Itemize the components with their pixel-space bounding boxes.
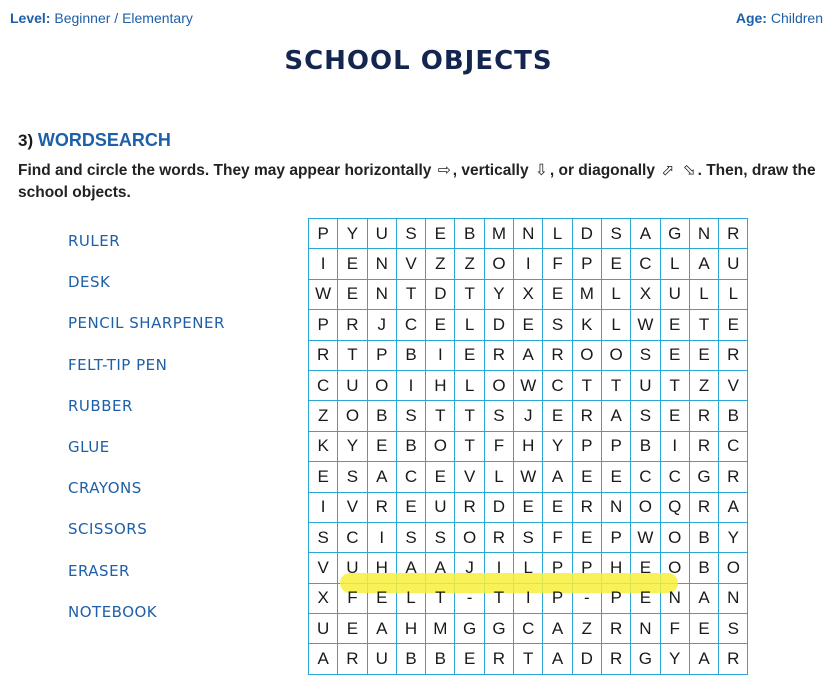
- grid-cell[interactable]: E: [689, 614, 718, 644]
- grid-cell[interactable]: E: [426, 310, 455, 340]
- grid-cell[interactable]: R: [572, 401, 601, 431]
- grid-cell[interactable]: M: [572, 279, 601, 309]
- level-label: Level:: [10, 10, 51, 26]
- grid-cell[interactable]: P: [543, 583, 572, 613]
- grid-cell[interactable]: B: [396, 644, 425, 674]
- grid-cell[interactable]: C: [396, 310, 425, 340]
- grid-cell[interactable]: L: [660, 249, 689, 279]
- grid-cell[interactable]: T: [455, 279, 484, 309]
- section-heading: [18, 130, 171, 151]
- grid-cell[interactable]: F: [484, 431, 513, 461]
- word-item: RULER: [68, 232, 121, 250]
- grid-cell[interactable]: O: [484, 249, 513, 279]
- grid-cell[interactable]: E: [631, 553, 660, 583]
- grid-cell[interactable]: T: [455, 401, 484, 431]
- grid-cell[interactable]: B: [631, 431, 660, 461]
- grid-row: [309, 583, 748, 613]
- grid-cell[interactable]: Z: [689, 370, 718, 400]
- grid-cell[interactable]: E: [631, 583, 660, 613]
- grid-cell[interactable]: P: [572, 249, 601, 279]
- grid-cell[interactable]: K: [572, 310, 601, 340]
- instructions-part1: Find and circle the words. They may appear horizontally: [18, 162, 432, 179]
- grid-row: [309, 492, 748, 522]
- grid-cell[interactable]: G: [689, 462, 718, 492]
- grid-cell[interactable]: O: [367, 370, 396, 400]
- grid-cell[interactable]: -: [572, 583, 601, 613]
- grid-cell[interactable]: S: [631, 401, 660, 431]
- grid-cell[interactable]: E: [455, 340, 484, 370]
- grid-cell[interactable]: Z: [309, 401, 338, 431]
- grid-cell[interactable]: T: [660, 370, 689, 400]
- wordsearch-grid: [308, 218, 740, 669]
- grid-cell[interactable]: A: [689, 583, 718, 613]
- grid-cell[interactable]: Y: [338, 431, 367, 461]
- grid-cell[interactable]: T: [514, 644, 543, 674]
- age-value: Children: [770, 10, 823, 26]
- grid-cell[interactable]: -: [455, 583, 484, 613]
- grid-cell[interactable]: E: [514, 492, 543, 522]
- grid-cell[interactable]: A: [689, 644, 718, 674]
- grid-row: [309, 370, 748, 400]
- grid-cell[interactable]: J: [514, 401, 543, 431]
- arrow-diagonal-down-icon: ⬂: [682, 162, 696, 179]
- grid-row: [309, 219, 748, 249]
- grid-cell[interactable]: O: [660, 522, 689, 552]
- grid-cell[interactable]: A: [631, 219, 660, 249]
- grid-cell[interactable]: C: [309, 370, 338, 400]
- grid-row: [309, 614, 748, 644]
- grid-cell[interactable]: S: [514, 522, 543, 552]
- grid-cell[interactable]: E: [543, 401, 572, 431]
- grid-cell[interactable]: R: [543, 340, 572, 370]
- grid-cell[interactable]: T: [601, 370, 630, 400]
- grid-cell[interactable]: Y: [338, 219, 367, 249]
- grid-cell[interactable]: L: [601, 310, 630, 340]
- grid-cell[interactable]: B: [455, 219, 484, 249]
- grid-cell[interactable]: C: [514, 614, 543, 644]
- grid-cell[interactable]: S: [396, 219, 425, 249]
- grid-cell[interactable]: W: [514, 462, 543, 492]
- grid-cell[interactable]: R: [455, 492, 484, 522]
- grid-cell[interactable]: U: [338, 553, 367, 583]
- grid-cell[interactable]: D: [572, 219, 601, 249]
- grid-cell[interactable]: B: [689, 553, 718, 583]
- grid-cell[interactable]: I: [309, 249, 338, 279]
- grid-cell[interactable]: U: [338, 370, 367, 400]
- grid-cell[interactable]: H: [426, 370, 455, 400]
- letter-grid: [308, 218, 748, 675]
- grid-cell[interactable]: H: [601, 553, 630, 583]
- grid-cell[interactable]: A: [514, 340, 543, 370]
- grid-cell[interactable]: L: [719, 279, 748, 309]
- grid-cell[interactable]: S: [484, 401, 513, 431]
- grid-cell[interactable]: P: [601, 583, 630, 613]
- grid-cell[interactable]: B: [396, 340, 425, 370]
- grid-cell[interactable]: O: [572, 340, 601, 370]
- grid-cell[interactable]: L: [484, 462, 513, 492]
- grid-cell[interactable]: C: [719, 431, 748, 461]
- grid-cell[interactable]: E: [719, 310, 748, 340]
- grid-cell[interactable]: Y: [719, 522, 748, 552]
- grid-cell[interactable]: I: [367, 522, 396, 552]
- age-info: [736, 10, 823, 26]
- grid-cell[interactable]: G: [660, 219, 689, 249]
- grid-cell[interactable]: I: [514, 249, 543, 279]
- grid-row: [309, 401, 748, 431]
- grid-cell[interactable]: N: [601, 492, 630, 522]
- grid-cell[interactable]: A: [543, 462, 572, 492]
- grid-cell[interactable]: A: [601, 401, 630, 431]
- grid-cell[interactable]: N: [660, 583, 689, 613]
- level-value: Beginner / Elementary: [54, 10, 193, 26]
- grid-cell[interactable]: L: [514, 553, 543, 583]
- grid-cell[interactable]: V: [396, 249, 425, 279]
- grid-cell[interactable]: D: [426, 279, 455, 309]
- grid-cell[interactable]: Y: [543, 431, 572, 461]
- grid-cell[interactable]: S: [543, 310, 572, 340]
- grid-cell[interactable]: C: [660, 462, 689, 492]
- grid-cell[interactable]: U: [367, 644, 396, 674]
- grid-cell[interactable]: T: [426, 583, 455, 613]
- grid-cell[interactable]: A: [396, 553, 425, 583]
- grid-cell[interactable]: I: [396, 370, 425, 400]
- grid-cell[interactable]: W: [514, 370, 543, 400]
- grid-cell[interactable]: I: [660, 431, 689, 461]
- grid-cell[interactable]: U: [426, 492, 455, 522]
- grid-cell[interactable]: G: [631, 644, 660, 674]
- grid-cell[interactable]: V: [455, 462, 484, 492]
- word-item: CRAYONS: [68, 479, 142, 498]
- grid-cell[interactable]: W: [631, 522, 660, 552]
- grid-cell[interactable]: R: [338, 644, 367, 674]
- grid-cell[interactable]: E: [543, 492, 572, 522]
- grid-cell[interactable]: Z: [572, 614, 601, 644]
- grid-cell[interactable]: T: [455, 431, 484, 461]
- grid-cell[interactable]: V: [309, 553, 338, 583]
- arrow-down-icon: ⇩: [534, 162, 548, 179]
- level-info: [10, 10, 193, 26]
- grid-cell[interactable]: G: [455, 614, 484, 644]
- grid-cell[interactable]: P: [572, 553, 601, 583]
- grid-cell[interactable]: C: [543, 370, 572, 400]
- word-item: DESK: [68, 273, 111, 292]
- grid-cell[interactable]: O: [660, 553, 689, 583]
- word-item: GLUE: [68, 437, 110, 456]
- grid-cell[interactable]: S: [601, 219, 630, 249]
- grid-row: [309, 279, 748, 309]
- grid-cell[interactable]: A: [309, 644, 338, 674]
- grid-cell[interactable]: A: [367, 462, 396, 492]
- grid-row: [309, 522, 748, 552]
- grid-cell[interactable]: U: [367, 219, 396, 249]
- grid-cell[interactable]: O: [719, 553, 748, 583]
- grid-cell[interactable]: Y: [660, 644, 689, 674]
- word-item: FELT-TIP PEN: [68, 355, 168, 374]
- instructions: [18, 160, 818, 204]
- grid-cell[interactable]: E: [601, 249, 630, 279]
- grid-cell[interactable]: Y: [484, 279, 513, 309]
- grid-cell[interactable]: U: [660, 279, 689, 309]
- grid-cell[interactable]: F: [660, 614, 689, 644]
- grid-row: [309, 340, 748, 370]
- grid-cell[interactable]: I: [484, 553, 513, 583]
- grid-row: [309, 553, 748, 583]
- grid-cell[interactable]: L: [543, 219, 572, 249]
- grid-cell[interactable]: D: [484, 310, 513, 340]
- grid-cell[interactable]: H: [396, 614, 425, 644]
- grid-cell[interactable]: D: [572, 644, 601, 674]
- grid-cell[interactable]: E: [338, 279, 367, 309]
- grid-cell[interactable]: C: [631, 249, 660, 279]
- grid-cell[interactable]: N: [367, 249, 396, 279]
- grid-cell[interactable]: R: [689, 431, 718, 461]
- grid-cell[interactable]: P: [309, 219, 338, 249]
- grid-cell[interactable]: S: [396, 522, 425, 552]
- grid-cell[interactable]: A: [543, 614, 572, 644]
- grid-cell[interactable]: I: [426, 340, 455, 370]
- grid-cell[interactable]: E: [572, 522, 601, 552]
- section-title: WORDSEARCH: [37, 130, 171, 150]
- grid-cell[interactable]: E: [514, 310, 543, 340]
- grid-cell[interactable]: G: [484, 614, 513, 644]
- grid-cell[interactable]: B: [426, 644, 455, 674]
- grid-cell[interactable]: P: [309, 310, 338, 340]
- grid-cell[interactable]: O: [631, 492, 660, 522]
- grid-cell[interactable]: O: [601, 340, 630, 370]
- grid-cell[interactable]: E: [367, 431, 396, 461]
- grid-cell[interactable]: A: [719, 492, 748, 522]
- grid-cell[interactable]: U: [719, 249, 748, 279]
- grid-cell[interactable]: H: [514, 431, 543, 461]
- word-item: SCISSORS: [68, 520, 148, 539]
- word-item: RUBBER: [68, 396, 133, 415]
- grid-cell[interactable]: R: [338, 310, 367, 340]
- grid-cell[interactable]: N: [689, 219, 718, 249]
- grid-cell[interactable]: P: [601, 431, 630, 461]
- grid-cell[interactable]: F: [338, 583, 367, 613]
- age-label: Age:: [735, 10, 767, 26]
- grid-cell[interactable]: T: [396, 279, 425, 309]
- grid-cell[interactable]: T: [426, 401, 455, 431]
- grid-cell[interactable]: M: [484, 219, 513, 249]
- grid-cell[interactable]: J: [455, 553, 484, 583]
- grid-cell[interactable]: T: [572, 370, 601, 400]
- grid-cell[interactable]: P: [572, 431, 601, 461]
- grid-row: [309, 644, 748, 674]
- word-item: PENCIL SHARPENER: [68, 314, 225, 333]
- grid-cell[interactable]: A: [426, 553, 455, 583]
- grid-cell[interactable]: R: [689, 492, 718, 522]
- grid-cell[interactable]: X: [514, 279, 543, 309]
- grid-cell[interactable]: R: [719, 219, 748, 249]
- grid-cell[interactable]: S: [719, 614, 748, 644]
- grid-cell[interactable]: R: [719, 462, 748, 492]
- grid-cell[interactable]: E: [543, 279, 572, 309]
- grid-cell[interactable]: S: [396, 401, 425, 431]
- grid-cell[interactable]: P: [543, 553, 572, 583]
- grid-cell[interactable]: V: [338, 492, 367, 522]
- grid-cell[interactable]: C: [338, 522, 367, 552]
- grid-cell[interactable]: Z: [455, 249, 484, 279]
- grid-cell[interactable]: E: [660, 340, 689, 370]
- grid-cell[interactable]: R: [719, 644, 748, 674]
- grid-cell[interactable]: E: [309, 462, 338, 492]
- grid-cell[interactable]: W: [631, 310, 660, 340]
- grid-cell[interactable]: L: [455, 310, 484, 340]
- grid-cell[interactable]: A: [543, 644, 572, 674]
- grid-cell[interactable]: E: [689, 340, 718, 370]
- grid-cell[interactable]: S: [426, 522, 455, 552]
- grid-cell[interactable]: E: [338, 249, 367, 279]
- grid-cell[interactable]: B: [689, 522, 718, 552]
- grid-cell[interactable]: A: [689, 249, 718, 279]
- grid-cell[interactable]: O: [484, 370, 513, 400]
- grid-cell[interactable]: K: [309, 431, 338, 461]
- word-item: ERASER: [68, 561, 130, 580]
- grid-cell[interactable]: P: [367, 340, 396, 370]
- grid-cell[interactable]: E: [426, 219, 455, 249]
- grid-cell[interactable]: E: [426, 462, 455, 492]
- grid-cell[interactable]: F: [543, 522, 572, 552]
- grid-cell[interactable]: R: [719, 340, 748, 370]
- grid-cell[interactable]: C: [631, 462, 660, 492]
- grid-cell[interactable]: E: [338, 614, 367, 644]
- grid-cell[interactable]: A: [367, 614, 396, 644]
- grid-cell[interactable]: T: [338, 340, 367, 370]
- grid-cell[interactable]: U: [309, 614, 338, 644]
- grid-cell[interactable]: R: [601, 614, 630, 644]
- grid-cell[interactable]: R: [484, 644, 513, 674]
- grid-cell[interactable]: R: [367, 492, 396, 522]
- page-title: SCHOOL OBJECTS: [284, 46, 553, 76]
- arrow-diagonal-up-icon: ⬀: [661, 162, 675, 179]
- grid-cell[interactable]: B: [367, 401, 396, 431]
- grid-cell[interactable]: H: [367, 553, 396, 583]
- grid-cell[interactable]: Q: [660, 492, 689, 522]
- grid-row: [309, 310, 748, 340]
- grid-cell[interactable]: M: [426, 614, 455, 644]
- word-item: NOTEBOOK: [68, 602, 158, 621]
- grid-cell[interactable]: D: [484, 492, 513, 522]
- grid-cell[interactable]: E: [601, 462, 630, 492]
- grid-cell[interactable]: N: [514, 219, 543, 249]
- grid-cell[interactable]: R: [484, 522, 513, 552]
- grid-cell[interactable]: R: [601, 644, 630, 674]
- grid-cell[interactable]: N: [367, 279, 396, 309]
- grid-cell[interactable]: L: [601, 279, 630, 309]
- instructions-part4: . Then, draw the school objects.: [18, 162, 816, 201]
- instructions-part2: , vertically: [452, 162, 529, 179]
- grid-cell[interactable]: S: [309, 522, 338, 552]
- grid-row: [309, 462, 748, 492]
- grid-cell[interactable]: X: [631, 279, 660, 309]
- grid-cell[interactable]: E: [572, 462, 601, 492]
- grid-cell[interactable]: Z: [426, 249, 455, 279]
- grid-cell[interactable]: O: [338, 401, 367, 431]
- grid-cell[interactable]: L: [689, 279, 718, 309]
- grid-cell[interactable]: U: [631, 370, 660, 400]
- grid-cell[interactable]: E: [455, 644, 484, 674]
- grid-cell[interactable]: T: [689, 310, 718, 340]
- grid-row: [309, 431, 748, 461]
- grid-cell[interactable]: V: [719, 370, 748, 400]
- grid-cell[interactable]: E: [660, 401, 689, 431]
- grid-cell[interactable]: S: [631, 340, 660, 370]
- grid-cell[interactable]: R: [484, 340, 513, 370]
- word-list: [68, 230, 225, 642]
- grid-cell[interactable]: I: [514, 583, 543, 613]
- grid-cell[interactable]: B: [719, 401, 748, 431]
- grid-cell[interactable]: J: [367, 310, 396, 340]
- grid-cell[interactable]: E: [396, 492, 425, 522]
- grid-cell[interactable]: T: [484, 583, 513, 613]
- arrow-right-icon: ⇨: [437, 162, 451, 179]
- grid-cell[interactable]: O: [426, 431, 455, 461]
- grid-cell[interactable]: C: [396, 462, 425, 492]
- grid-cell[interactable]: N: [719, 583, 748, 613]
- grid-cell[interactable]: R: [689, 401, 718, 431]
- grid-cell[interactable]: S: [338, 462, 367, 492]
- section-number: 3): [18, 131, 34, 150]
- grid-cell[interactable]: N: [631, 614, 660, 644]
- instructions-part3: , or diagonally: [549, 162, 655, 179]
- grid-cell[interactable]: R: [572, 492, 601, 522]
- grid-cell[interactable]: W: [309, 279, 338, 309]
- grid-cell[interactable]: L: [396, 583, 425, 613]
- grid-cell[interactable]: E: [367, 583, 396, 613]
- grid-row: [309, 249, 748, 279]
- grid-cell[interactable]: L: [455, 370, 484, 400]
- grid-cell[interactable]: P: [601, 522, 630, 552]
- grid-cell[interactable]: X: [309, 583, 338, 613]
- grid-cell[interactable]: I: [309, 492, 338, 522]
- grid-cell[interactable]: E: [660, 310, 689, 340]
- grid-cell[interactable]: B: [396, 431, 425, 461]
- grid-cell[interactable]: R: [309, 340, 338, 370]
- grid-cell[interactable]: O: [455, 522, 484, 552]
- grid-cell[interactable]: F: [543, 249, 572, 279]
